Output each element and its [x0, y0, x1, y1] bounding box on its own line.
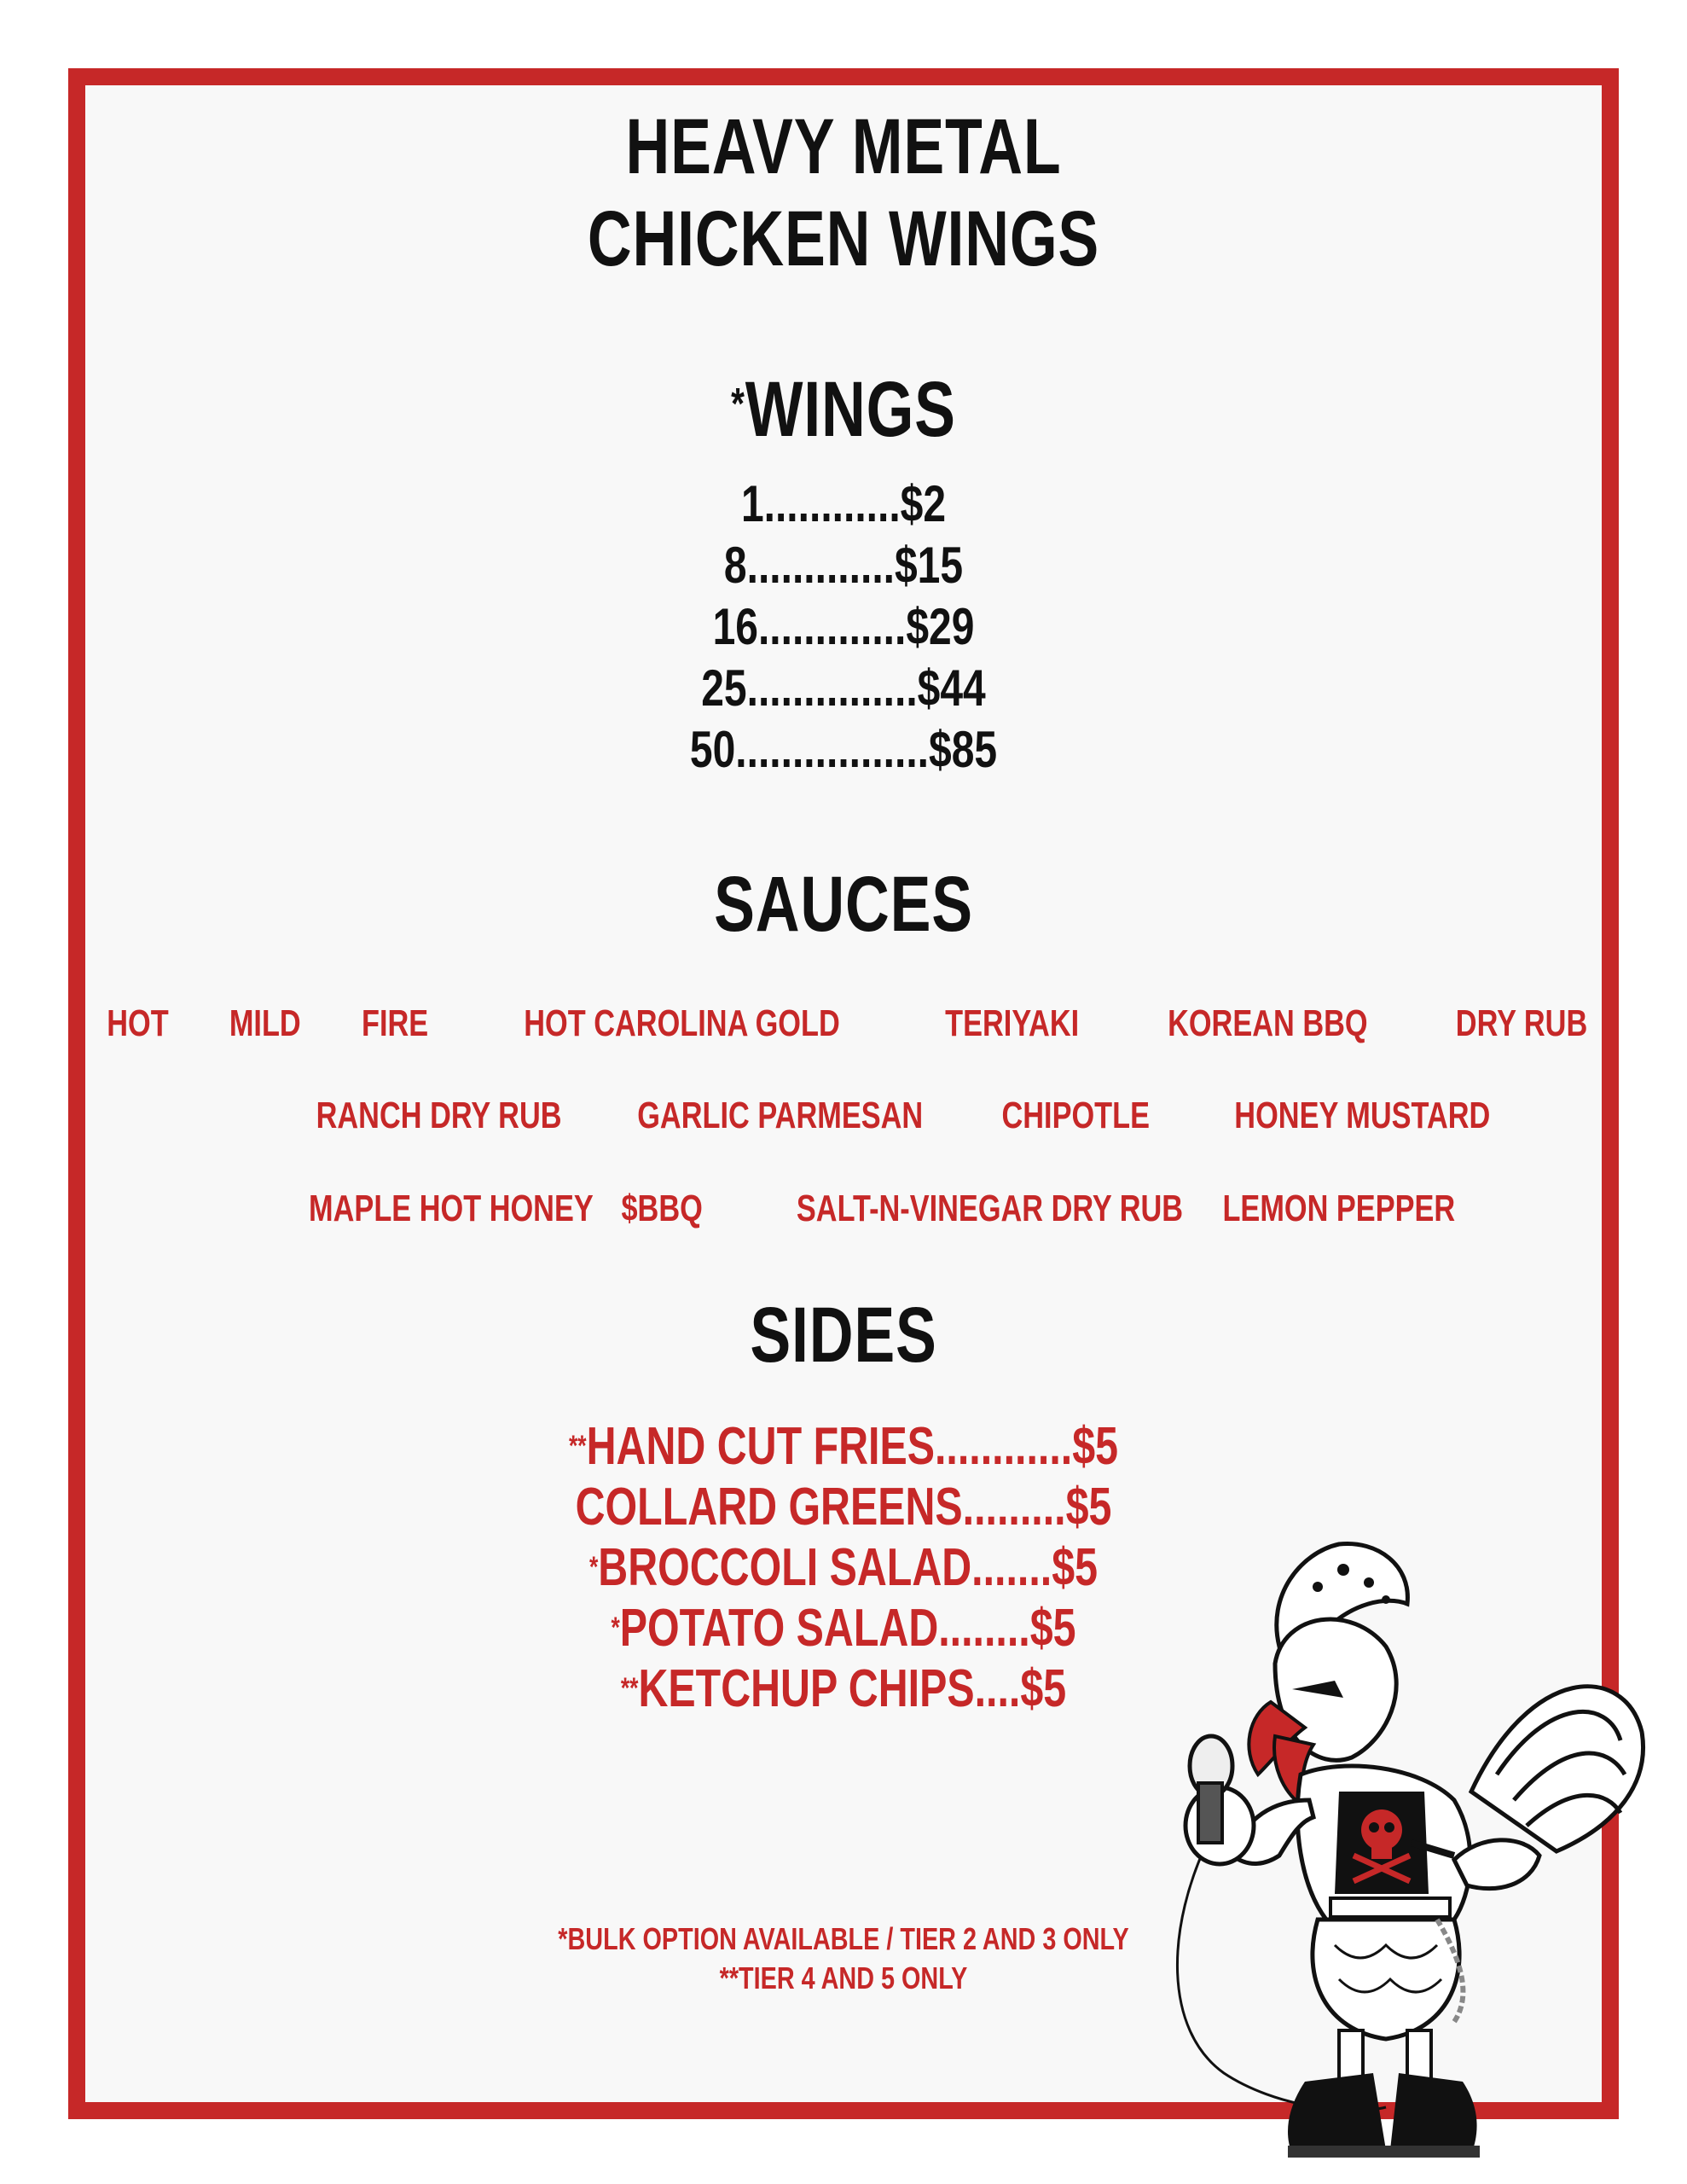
side-item-text: COLLARD GREENS.........$5 — [575, 1478, 1112, 1536]
sauce-item: $BBQ — [621, 1188, 703, 1229]
sauce-item: HONEY MUSTARD — [1234, 1095, 1491, 1136]
sauce-item: HOT — [107, 1002, 169, 1044]
side-marker: * — [588, 1551, 599, 1583]
sauce-item: DRY RUB — [1455, 1002, 1588, 1044]
side-marker: ** — [620, 1672, 639, 1705]
side-item-text: BROCCOLI SALAD.......$5 — [598, 1538, 1099, 1597]
wing-price-row: 8.............$15 — [723, 537, 964, 594]
footnote-bulk: *BULK OPTION AVAILABLE / TIER 2 AND 3 ONLY — [558, 1921, 1129, 1956]
menu-title-line2: CHICKEN WINGS — [587, 195, 1100, 282]
menu-title-line1: HEAVY METAL — [625, 103, 1062, 190]
wing-price-row: 16.............$29 — [712, 598, 975, 655]
sauce-item: HOT CAROLINA GOLD — [524, 1002, 840, 1044]
wing-price-list — [0, 473, 1687, 781]
sauce-item: GARLIC PARMESAN — [637, 1095, 924, 1136]
wing-price-row: 1............$2 — [740, 475, 947, 532]
sauce-item: LEMON PEPPER — [1222, 1188, 1456, 1229]
wings-heading-marker: * — [731, 380, 745, 429]
sauce-item: FIRE — [361, 1002, 429, 1044]
side-marker: ** — [568, 1430, 587, 1462]
menu-title — [186, 101, 1502, 285]
wings-heading — [186, 367, 1502, 452]
side-item-text: HAND CUT FRIES............$5 — [586, 1417, 1119, 1476]
rooster-mascot-icon — [1130, 1519, 1676, 2167]
side-item-text: POTATO SALAD........$5 — [619, 1599, 1076, 1658]
wings-heading-label: WINGS — [745, 366, 956, 453]
sides-heading: SIDES — [750, 1292, 937, 1379]
sauce-item: KOREAN BBQ — [1167, 1002, 1368, 1044]
wing-price-row: 50.................$85 — [689, 721, 998, 778]
side-marker: * — [611, 1612, 620, 1644]
sauces-heading: SAUCES — [714, 861, 973, 948]
sauce-item: MAPLE HOT HONEY — [309, 1188, 594, 1229]
sauce-item: SALT-N-VINEGAR DRY RUB — [796, 1188, 1184, 1229]
footnote-tier: **TIER 4 AND 5 ONLY — [719, 1960, 968, 1995]
wing-price-row: 25...............$44 — [701, 659, 986, 717]
sauce-item: MILD — [229, 1002, 301, 1044]
sauce-item: CHIPOTLE — [1001, 1095, 1150, 1136]
side-price-row — [186, 1416, 1502, 1477]
sauce-item: RANCH DRY RUB — [316, 1095, 562, 1136]
side-item-text: KETCHUP CHIPS....$5 — [638, 1659, 1067, 1718]
sauce-item: TERIYAKI — [944, 1002, 1079, 1044]
sauce-row-1 — [0, 1002, 1687, 1045]
